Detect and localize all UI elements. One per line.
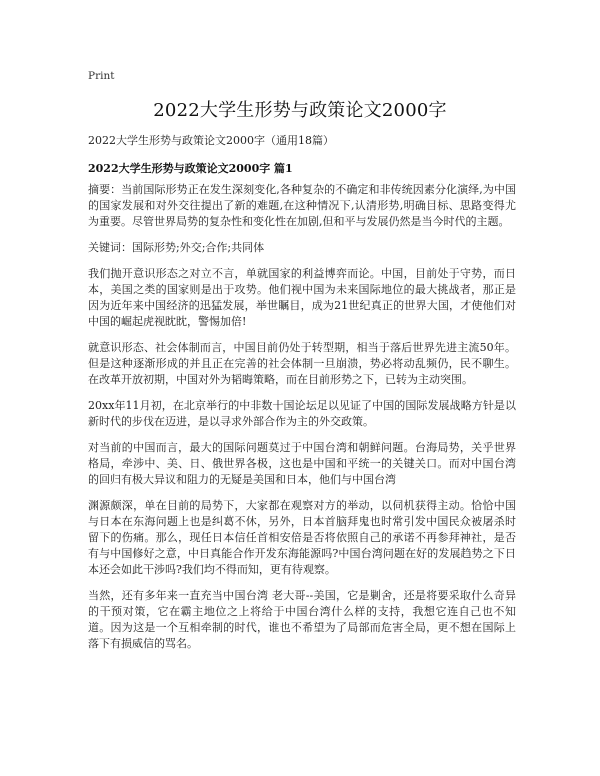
body-paragraph-5: 渊源颇深，单在目前的局势下，大家都在观察对方的举动，以伺机获得主动。恰恰中国与日本在东海问题上也是纠葛不休，另外，日本首脑拜鬼也时常引发中国民众被屠杀时留下的伤痛。那么，现任日本信任首相安倍是否将依照自己的承诺不再参拜神社，是否有与中国修好之意，中日真能合作开发东海能源吗?中国台湾问题在好的发展趋势之下日本还会如此干涉吗?我们均不得而知，更有待观察。 bbox=[88, 499, 516, 576]
body-paragraph-3: 20xx年11月初，在北京举行的中非数十国论坛足以见证了中国的国际发展战略方针是以新时代的步伐在迈进，是以寻求外部合作为主的外交政策。 bbox=[88, 399, 516, 428]
page-title: 2022大学生形势与政策论文2000字 bbox=[153, 100, 447, 121]
body-paragraph-2: 就意识形态、社会体制而言，中国目前仍处于转型期，相当于落后世界先进主流50年。但是这种逐渐形成的并且正在完善的社会体制一旦崩溃，势必将动乱频仍，民不聊生。在改革开放初期，中国对外为韬晦策略，而在目前形势之下，已转为主动突围。 bbox=[88, 341, 516, 386]
keywords-paragraph: 关键词：国际形势;外交;合作;共同体 bbox=[88, 241, 265, 254]
body-paragraph-4: 对当前的中国而言，最大的国际问题莫过于中国台湾和朝鲜问题。台海局势，关乎世界格局，牵涉中、美、日、俄世界各极，这也是中国和平统一的关键关口。而对中国台湾的回归有极大异议和阻力的无疑是美国和日本，他们与中国台湾 bbox=[88, 441, 516, 486]
body-paragraph-6: 当然，还有多年来一直充当中国台湾 老大哥--美国，它是剿舍，还是将要采取什么奇异的干预对策，它在霸主地位之上将给于中国台湾什么样的支持，我想它连自己也不知道。因为这是一个互相牵制的时代，谁也不希望为了局部而危害全局，更不想在国际上落下有损威信的骂名。 bbox=[88, 589, 516, 650]
abstract-paragraph: 摘要：当前国际形势正在发生深刻变化,各种复杂的不确定和非传统因素分化演绎,为中国的国家发展和对外交往提出了新的难题,在这种情况下,认清形势,明确目标、思路变得尤为重要。尽管世界局势的复杂性和变化性在加剧,但和平与发展仍然是当今时代的主题。 bbox=[88, 183, 516, 228]
article-body bbox=[88, 182, 516, 662]
body-paragraph-1: 我们抛开意识形态之对立不言，单就国家的利益博弈而论。中国，目前处于守势，而日本，美国之类的国家则是出于攻势。他们视中国为未来国际地位的最大挑战者，那正是因为近年来中国经济的迅猛发展，举世瞩目，成为21世纪真正的世界大国，才使他们对中国的崛起虎视眈眈，警惕加倍! bbox=[88, 267, 516, 328]
document-subtitle: 2022大学生形势与政策论文2000字（通用18篇） bbox=[88, 134, 334, 147]
section-heading: 2022大学生形势与政策论文2000字 篇1 bbox=[88, 162, 293, 175]
print-label[interactable]: Print bbox=[88, 70, 115, 82]
